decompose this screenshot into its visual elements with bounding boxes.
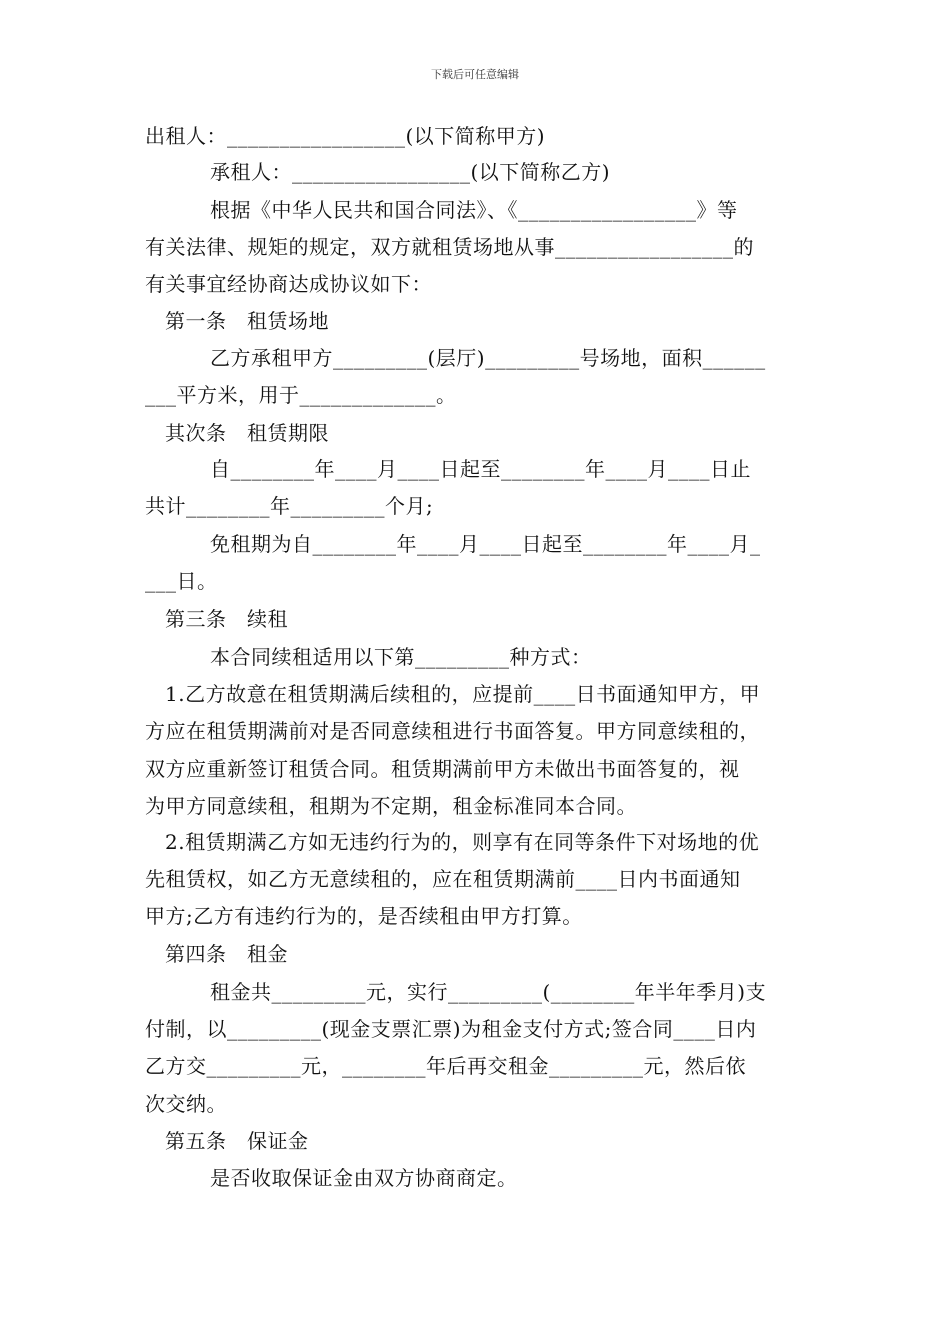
article-4-line-2: 付制，以_________(现金支票汇票)为租金支付方式;签合同____日内 [145, 1017, 757, 1041]
article-3-item-1-line-2: 方应在租赁期满前对是否同意续租进行书面答复。甲方同意续租的， [145, 719, 760, 743]
article-3-item-1-line-1: 1.乙方故意在租赁期满后续租的，应提前____日书面通知甲方，甲 [165, 682, 761, 706]
article-2-line-2: 共计________年_________个月; [145, 494, 434, 518]
article-3-item-1-line-3: 双方应重新签订租赁合同。租赁期满前甲方未做出书面答复的，视 [145, 757, 740, 781]
preamble-line-3: 有关事宜经协商达成协议如下： [145, 272, 432, 296]
article-1-line-1: 乙方承租甲方_________(层厅)_________号场地，面积______ [210, 346, 766, 370]
article-3-line-1: 本合同续租适用以下第_________种方式： [210, 645, 592, 669]
article-5-heading: 第五条 保证金 [165, 1129, 309, 1153]
article-1-heading: 第一条 租赁场地 [165, 309, 329, 333]
article-5-line-1: 是否收取保证金由双方协商商定。 [210, 1166, 518, 1190]
article-4-heading: 第四条 租金 [165, 942, 288, 966]
article-4-line-3: 乙方交_________元，________年后再交租金_________元，然后依 [145, 1054, 746, 1078]
article-3-item-2-line-2: 先租赁权，如乙方无意续租的，应在租赁期满前____日内书面通知 [145, 867, 741, 891]
article-2-line-1: 自________年____月____日起至________年____月____日止 [210, 457, 751, 481]
article-2-line-4: ___日。 [145, 569, 218, 593]
preamble-line-1: 根据《中华人民共和国合同法》、《_________________》等 [210, 198, 738, 222]
article-3-item-1-line-4: 为甲方同意续租，租期为不定期，租金标准同本合同。 [145, 794, 637, 818]
article-3-item-2-line-3: 甲方;乙方有违约行为的，是否续租由甲方打算。 [145, 904, 583, 928]
lessor-line: 出租人：_________________(以下简称甲方) [145, 124, 546, 148]
article-2-line-3: 免租期为自________年____月____日起至________年____月_ [210, 532, 761, 556]
header-note: 下载后可任意编辑 [431, 68, 519, 81]
article-2-heading: 其次条 租赁期限 [165, 421, 329, 445]
article-4-line-4: 次交纳。 [145, 1092, 227, 1116]
article-3-item-2-line-1: 2.租赁期满乙方如无违约行为的，则享有在同等条件下对场地的优 [165, 830, 760, 854]
article-3-heading: 第三条 续租 [165, 607, 288, 631]
lessee-line: 承租人：_________________(以下简称乙方) [210, 160, 611, 184]
article-4-line-1: 租金共_________元，实行_________(________年半年季月)支 [210, 980, 767, 1004]
preamble-line-2: 有关法律、规矩的规定，双方就租赁场地从事_________________的 [145, 235, 754, 259]
article-1-line-2: ___平方米，用于_____________。 [145, 383, 457, 407]
